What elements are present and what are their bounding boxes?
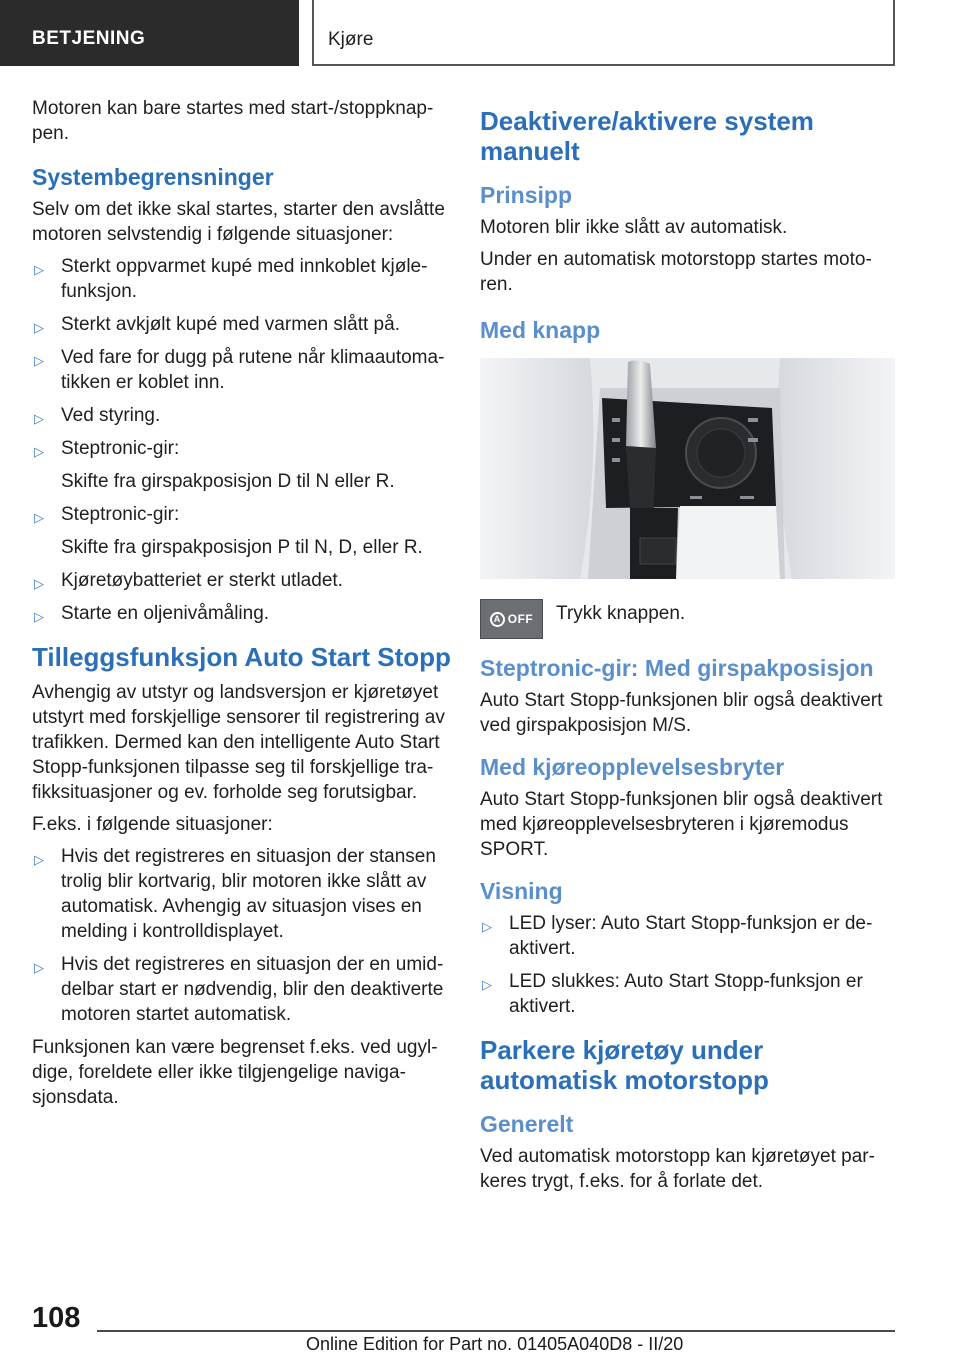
page-number: 108 — [32, 1302, 81, 1334]
triangle-bullet-icon: ▷ — [34, 444, 44, 459]
step-paragraph: Auto Start Stopp-funksjonen blir også deaktivert ved girspakposisjon M/S. — [480, 690, 883, 736]
triangle-bullet-icon: ▷ — [34, 576, 44, 591]
generelt-paragraph: Ved automatisk motorstopp kan kjøretøyet par-keres trygt, f.eks. for å forlate det. — [480, 1146, 875, 1192]
triangle-bullet-icon: ▷ — [34, 262, 44, 277]
triangle-bullet-icon: ▷ — [34, 411, 44, 426]
heading-parkere: Parkere kjøretøy under automatisk motorstopp — [480, 1035, 769, 1095]
list-item: ▷ Kjøretøybatteriet er sterkt utladet. — [32, 568, 452, 593]
list-item: ▷ Sterkt avkjølt kupé med varmen slått på. — [32, 312, 452, 337]
auto-start-stop-row — [480, 599, 900, 639]
footer-divider — [97, 1330, 895, 1332]
sys-paragraph: Selv om det ikke skal startes, starter den avslåtte motoren selvstendig i følgende situasjoner: — [32, 199, 445, 245]
left-column — [32, 96, 452, 1117]
header-section-label: BETJENING — [32, 28, 146, 49]
heading-kjoreopplevelse: Med kjøreopplevelsesbryter — [480, 754, 785, 780]
triangle-bullet-icon: ▷ — [34, 852, 44, 867]
knapp-paragraph: Trykk knappen. — [556, 603, 686, 624]
heading-deaktivere: Deaktivere/aktivere system manuelt — [480, 106, 814, 166]
header-chapter-tab — [312, 0, 895, 66]
list-item: ▷ Steptronic-gir: Skifte fra girspakposisjon P til N, D, eller R. — [34, 504, 423, 558]
auto-start-stop-off-icon: A OFF — [480, 599, 543, 639]
intro-paragraph: Motoren kan bare startes med start-/stoppknap-pen. — [32, 98, 434, 144]
header-chapter-label: Kjøre — [328, 29, 374, 50]
list-item: ▷ LED slukkes: Auto Start Stopp-funksjon er aktivert. — [482, 971, 863, 1017]
heading-tilleggsfunksjon: Tilleggsfunksjon Auto Start Stopp — [32, 642, 451, 672]
list-item: ▷ Ved fare for dugg på rutene når klimaautoma-tikken er koblet inn. — [34, 347, 445, 393]
list-item: ▷ Ved styring. — [32, 403, 452, 428]
console-illustration — [480, 358, 895, 579]
heading-steptronic: Steptronic-gir: Med girspakposisjon — [480, 655, 874, 681]
heading-visning: Visning — [480, 878, 563, 904]
gear-selector-photo — [480, 358, 895, 579]
prinsipp-paragraph-2: Under en automatisk motorstopp startes moto-ren. — [480, 249, 872, 295]
add-list — [32, 844, 452, 1027]
sys-list — [32, 254, 452, 626]
list-item: ▷ Sterkt oppvarmet kupé med innkoblet kjøle-funksjon. — [34, 256, 428, 302]
triangle-bullet-icon: ▷ — [34, 353, 44, 368]
triangle-bullet-icon: ▷ — [34, 960, 44, 975]
list-item: ▷ Hvis det registreres en situasjon der stansen trolig blir kortvarig, blir motoren ikke slått av automatisk. Avhengig av situasjon vises en melding i kontrolldisplayet. — [34, 846, 436, 942]
add-paragraph-2: F.eks. i følgende situasjoner: — [32, 814, 273, 835]
list-item: ▷ LED lyser: Auto Start Stopp-funksjon er de-aktivert. — [482, 913, 873, 959]
add-paragraph-3: Funksjonen kan være begrenset f.eks. ved ugyl-dige, foreldete eller ikke tilgjengelige naviga-sjonsdata. — [32, 1037, 438, 1108]
visning-list — [480, 911, 900, 1019]
heading-generelt: Generelt — [480, 1111, 574, 1137]
right-column — [480, 96, 900, 1201]
heading-systembegrensninger: Systembegrensninger — [32, 164, 274, 190]
triangle-bullet-icon: ▷ — [482, 977, 492, 992]
list-item: ▷ Steptronic-gir: Skifte fra girspakposisjon D til N eller R. — [34, 438, 395, 492]
prinsipp-paragraph-1: Motoren blir ikke slått av automatisk. — [480, 217, 788, 238]
list-item: ▷ Hvis det registreres en situasjon der en umid-delbar start er nødvendig, blir den deaktiverte motoren startet automatisk. — [34, 954, 444, 1025]
triangle-bullet-icon: ▷ — [34, 609, 44, 624]
heading-med-knapp: Med knapp — [480, 317, 601, 343]
heading-prinsipp: Prinsipp — [480, 182, 573, 208]
triangle-bullet-icon: ▷ — [34, 510, 44, 525]
kjore-paragraph: Auto Start Stopp-funksjonen blir også deaktivert med kjøreopplevelsesbryteren i kjøremodus SPORT. — [480, 789, 883, 860]
list-item: ▷ Starte en oljenivåmåling. — [32, 601, 452, 626]
footer-edition: Online Edition for Part no. 01405A040D8 - II/20 — [306, 1334, 684, 1354]
header-section-tab — [0, 0, 299, 66]
triangle-bullet-icon: ▷ — [34, 320, 44, 335]
triangle-bullet-icon: ▷ — [482, 919, 492, 934]
add-paragraph: Avhengig av utstyr og landsversjon er kjøretøyet utstyrt med forskjellige sensorer til registrering av trafikken. Dermed kan den intelligente Auto Start Stopp-funksjonen tilpasse seg til forskjellige tra-fikksituasjoner og ev. forholde seg forutsigbar. — [32, 682, 445, 803]
